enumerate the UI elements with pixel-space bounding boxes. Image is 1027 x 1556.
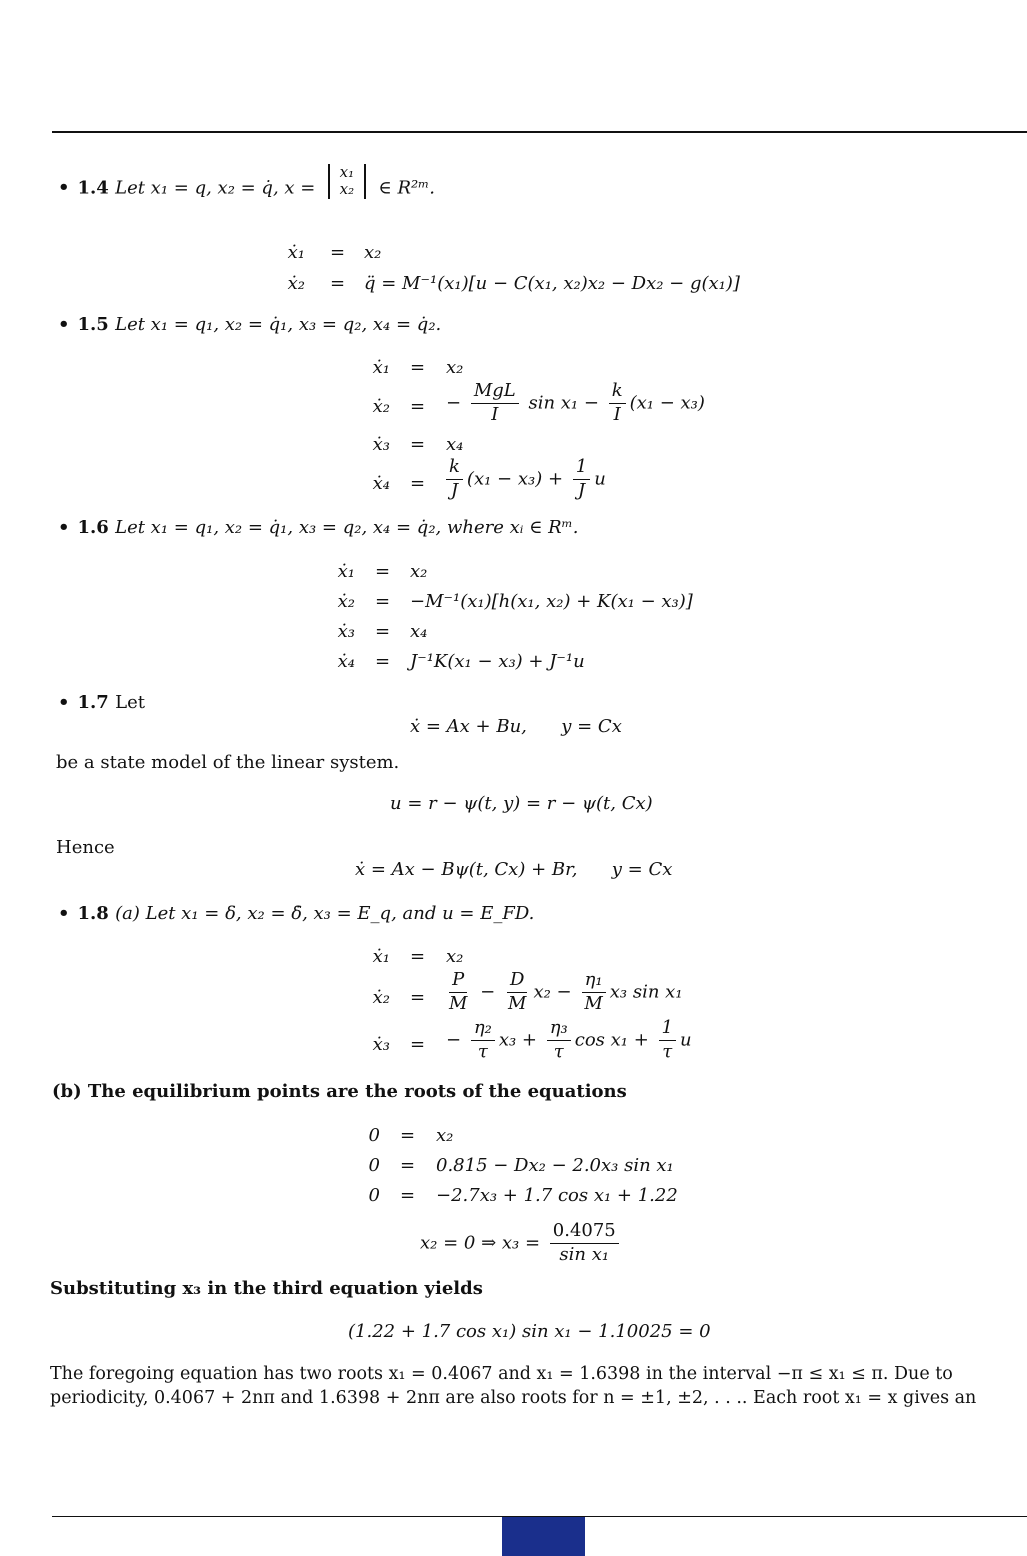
problem-1-8-statement: [58, 905, 534, 923]
numerator: η₂: [471, 1019, 495, 1041]
numerator: k: [446, 458, 463, 480]
body-text: Substituting x₃ in the third equation yields: [50, 1278, 483, 1299]
fraction: [550, 1222, 619, 1265]
eq-sign: =: [400, 1155, 416, 1176]
statement-text: ∈ R²ᵐ.: [378, 177, 435, 199]
root-equation: (1.22 + 1.7 cos x₁) sin x₁ − 1.10025 = 0: [348, 1321, 711, 1342]
implication-equation: [420, 1222, 623, 1265]
fraction: [547, 1019, 571, 1062]
denominator: τ: [662, 1040, 673, 1062]
eq-rhs: x₂: [410, 561, 428, 582]
statement-text: Let: [115, 692, 145, 713]
eq-lhs: ẋ₁: [337, 561, 355, 582]
problem-number: 1.7: [77, 692, 109, 713]
bullet-icon: •: [58, 903, 70, 924]
denominator: M: [449, 992, 468, 1014]
bullet-icon: •: [58, 314, 70, 335]
eq-sign: =: [330, 273, 346, 294]
problem-number: 1.6: [77, 517, 109, 538]
fraction: [581, 971, 605, 1014]
term: x₂ = 0 ⇒ x₃ =: [420, 1232, 541, 1254]
fraction: [446, 458, 463, 501]
eq-rhs: −2.7x₃ + 1.7 cos x₁ + 1.22: [436, 1185, 678, 1206]
minus-sign: −: [446, 1029, 462, 1051]
state-model-equation: ẋ = Ax + Bu, y = Cx: [410, 716, 622, 737]
eq-rhs: [442, 971, 683, 1014]
eq-lhs: 0: [368, 1125, 380, 1146]
eq-sign: =: [375, 591, 391, 612]
eq-lhs: ẋ₃: [372, 1034, 390, 1055]
denominator: J: [577, 479, 586, 501]
problem-number: 1.4: [77, 177, 109, 199]
vector-entry: x₂: [339, 180, 355, 199]
term: x₃ sin x₁: [609, 981, 683, 1003]
eq-rhs: [446, 382, 705, 425]
eq-sign: =: [410, 946, 426, 967]
eq-lhs: ẋ₂: [372, 396, 390, 417]
fraction: [471, 1019, 495, 1062]
eq-lhs: ẋ₃: [337, 621, 355, 642]
problem-1-5-statement: [58, 316, 441, 334]
part-b-text: (b) The equilibrium points are the roots of the equations: [52, 1081, 627, 1102]
numerator: η₁: [582, 971, 606, 993]
vector-entry: x₁: [339, 163, 355, 181]
header-rule: [52, 131, 1027, 133]
closing-paragraph-line-2: periodicity, 0.4067 + 2nπ and 1.6398 + 2nπ are also roots for n = ±1, ±2, . . .. Each root x₁ = x gives an: [50, 1388, 977, 1408]
problem-1-7-statement: [58, 694, 145, 712]
eq-sign: =: [400, 1125, 416, 1146]
eq-rhs: x₄: [410, 621, 428, 642]
fraction: [446, 971, 470, 1014]
term: (x₁ − x₃): [629, 392, 705, 414]
problem-number: 1.8: [77, 903, 109, 924]
numerator: D: [507, 971, 527, 993]
eq-sign: =: [410, 357, 426, 378]
denominator: sin x₁: [559, 1243, 610, 1265]
eq-lhs: ẋ₃: [372, 434, 390, 455]
fraction: [505, 971, 529, 1014]
numerator: 0.4075: [550, 1222, 619, 1244]
eq-sign: =: [410, 473, 426, 494]
numerator: P: [449, 971, 467, 993]
denominator: τ: [477, 1040, 488, 1062]
problem-number: 1.5: [77, 314, 109, 335]
term: x₂ −: [533, 981, 572, 1003]
eq-lhs: ẋ₂: [372, 987, 390, 1008]
fraction: [659, 1019, 676, 1062]
statement-text: Let x₁ = q, x₂ = q̇, x =: [115, 177, 316, 199]
closing-paragraph-line-1: The foregoing equation has two roots x₁ = 0.4067 and x₁ = 1.6398 in the interval −π ≤ x₁ ≤ π. Due to: [50, 1364, 953, 1384]
eq-rhs: J⁻¹K(x₁ − x₃) + J⁻¹u: [410, 651, 585, 672]
bullet-icon: •: [58, 692, 70, 713]
term: x₃ +: [498, 1029, 537, 1051]
numerator: MgL: [471, 382, 519, 404]
eq-sign: =: [330, 242, 346, 263]
eq-rhs: 0.815 − Dx₂ − 2.0x₃ sin x₁: [436, 1155, 674, 1176]
denominator: I: [613, 403, 621, 425]
eq-sign: =: [410, 1034, 426, 1055]
fraction: [573, 458, 590, 501]
eq-lhs: 0: [368, 1155, 380, 1176]
eq-sign: =: [375, 651, 391, 672]
problem-1-4-statement: [58, 163, 435, 199]
eq-lhs: ẋ₁: [287, 242, 305, 263]
term: sin x₁ −: [528, 392, 599, 414]
problem-1-6-statement: [58, 519, 578, 537]
eq-rhs: [446, 1019, 692, 1062]
statement-text: (a) Let x₁ = δ, x₂ = δ̇, x₃ = E_q, and u = E_FD.: [115, 903, 535, 924]
eq-lhs: ẋ₁: [372, 946, 390, 967]
statement-text: Let x₁ = q₁, x₂ = q̇₁, x₃ = q₂, x₄ = q̇₂, where xᵢ ∈ Rᵐ.: [115, 517, 579, 538]
denominator: M: [584, 992, 603, 1014]
minus-sign: −: [480, 981, 496, 1003]
minus-sign: −: [446, 392, 462, 414]
eq-rhs: x₄: [446, 434, 464, 455]
numerator: k: [609, 382, 626, 404]
page-number-tab: [502, 1517, 585, 1556]
bullet-icon: •: [58, 517, 70, 538]
eq-lhs: ẋ₂: [287, 273, 305, 294]
eq-rhs: −M⁻¹(x₁)[h(x₁, x₂) + K(x₁ − x₃)]: [410, 591, 693, 612]
denominator: J: [450, 479, 459, 501]
closed-loop-equation: ẋ = Ax − Bψ(t, Cx) + Br, y = Cx: [355, 859, 673, 880]
term: u: [594, 468, 606, 490]
numerator: 1: [659, 1019, 676, 1041]
eq-lhs: ẋ₄: [337, 651, 355, 672]
term: u: [679, 1029, 692, 1051]
eq-sign: =: [410, 987, 426, 1008]
eq-lhs: ẋ₁: [372, 357, 390, 378]
eq-rhs: x₂: [364, 242, 382, 263]
eq-rhs: x₂: [436, 1125, 454, 1146]
eq-lhs: ẋ₂: [337, 591, 355, 612]
bullet-icon: •: [58, 177, 70, 199]
eq-rhs: x₂: [446, 357, 464, 378]
state-vector: [328, 164, 366, 199]
denominator: M: [508, 992, 527, 1014]
fraction: [471, 382, 519, 425]
fraction: [609, 382, 626, 425]
denominator: I: [491, 403, 499, 425]
eq-lhs: ẋ₄: [372, 473, 390, 494]
body-text: be a state model of the linear system.: [56, 752, 400, 773]
eq-sign: =: [410, 396, 426, 417]
eq-rhs: x₂: [446, 946, 464, 967]
term: cos x₁ +: [574, 1029, 649, 1051]
eq-rhs: q̈ = M⁻¹(x₁)[u − C(x₁, x₂)x₂ − Dx₂ − g(x₁)]: [364, 273, 740, 294]
statement-text: Let x₁ = q₁, x₂ = q̇₁, x₃ = q₂, x₄ = q̇₂.: [115, 314, 442, 335]
numerator: η₃: [547, 1019, 571, 1041]
body-text: Hence: [56, 837, 115, 858]
eq-sign: =: [400, 1185, 416, 1206]
eq-sign: =: [375, 561, 391, 582]
denominator: τ: [553, 1040, 564, 1062]
eq-lhs: 0: [368, 1185, 380, 1206]
term: (x₁ − x₃) +: [466, 468, 564, 490]
feedback-equation: u = r − ψ(t, y) = r − ψ(t, Cx): [390, 793, 653, 814]
eq-sign: =: [375, 621, 391, 642]
numerator: 1: [573, 458, 590, 480]
eq-sign: =: [410, 434, 426, 455]
eq-rhs: [442, 458, 606, 501]
